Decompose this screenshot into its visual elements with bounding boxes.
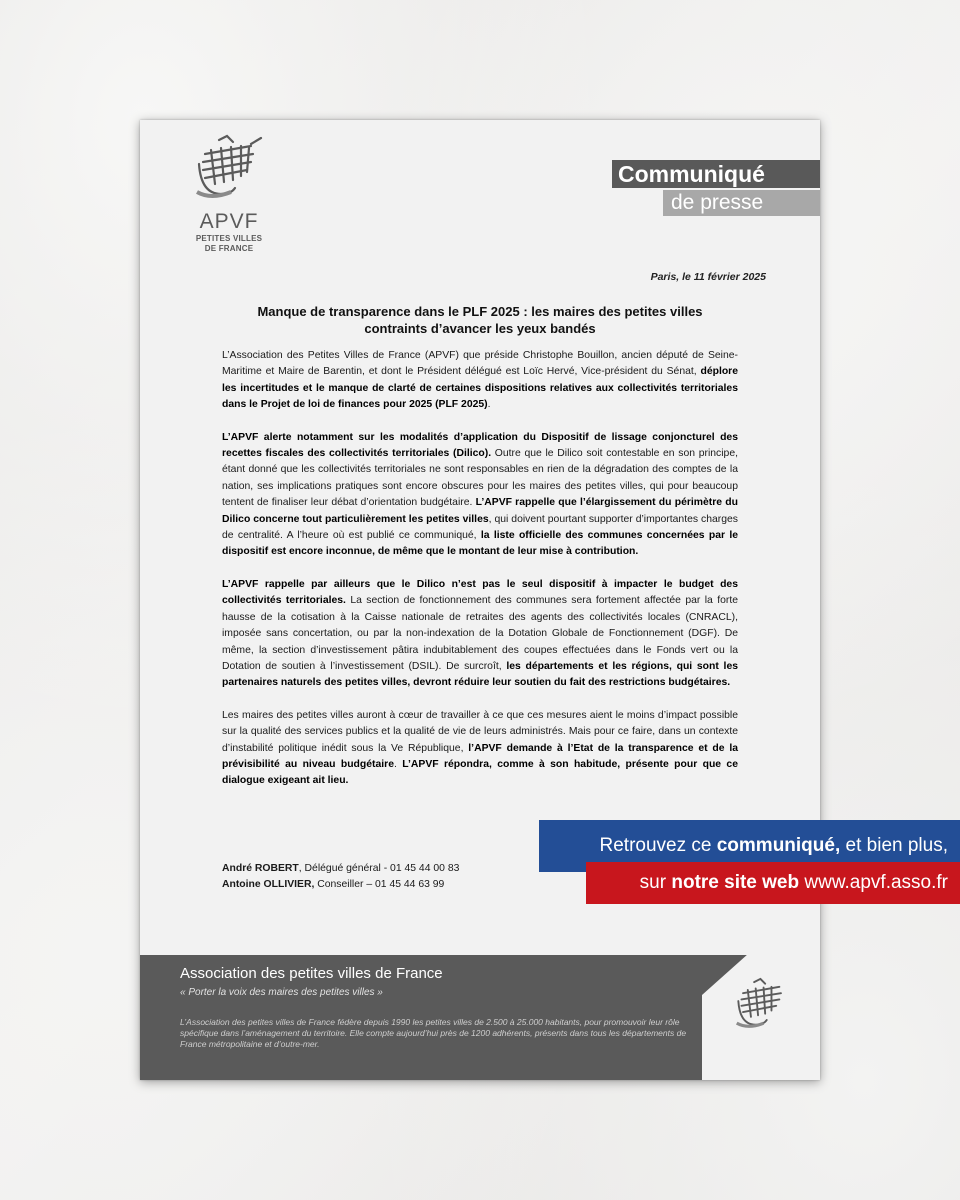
release-date: Paris, le 11 février 2025 — [650, 271, 766, 283]
footer-description: L’Association des petites villes de France fédère depuis 1990 les petites villes de 2.500 à 25.000 habitants, pour promouvoir leur rôle spécifique dans l’aménagement du territoire. Elle compte aujourd’hui près de 1200 adhérents, présents dans tous les départements de France métropolitaine et d’outre-mer. — [180, 1017, 687, 1049]
title-line-2: contraints d’avancer les yeux bandés — [364, 321, 596, 336]
apvf-logo-small-icon — [732, 977, 792, 1033]
promo-line1-b: communiqué, — [716, 835, 841, 856]
apvf-logo — [188, 134, 270, 274]
release-body — [222, 348, 738, 806]
contact-role: Conseiller – 01 45 44 63 99 — [314, 879, 445, 891]
contacts-block — [222, 861, 459, 894]
paragraph-4 — [222, 708, 738, 790]
promo-line2-b: notre site web — [671, 872, 800, 893]
p4-bold-2: L’APVF répondra, comme à son habitude, présente pour que ce dialogue exigeant ait lieu. — [222, 758, 738, 787]
p2-bold-2: L’APVF rappelle que l’élargissement du périmètre du Dilico concerne tout particulièrement les petites villes — [222, 497, 738, 525]
contact-line — [222, 861, 459, 877]
promo-line2-a: sur — [639, 872, 672, 893]
p2-text-2: , qui doivent pourtant supporter d’importantes charges de centralité. A l’heure où est publié ce communiqué, — [222, 513, 738, 542]
contact-role: , Délégué général - 01 45 44 00 83 — [298, 863, 460, 874]
p1-text-2: . — [487, 399, 491, 411]
paragraph-3 — [222, 577, 738, 692]
footer-title: Association des petites villes de France — [180, 965, 443, 982]
contact-line — [222, 877, 459, 893]
p4-text-1: Les maires des petites villes auront à cœur de travailler à ce que ces mesures aient le moins d’impact possible sur la qualité des services publics et la qualité de vie de leurs administrés. Mais pour ce faire, dans un contexte d’instabilité politique inédit sous la Ve République, — [222, 709, 738, 754]
p2-bold-1: L’APVF alerte notamment sur les modalités d’application du Dispositif de lissage conjoncturel des recettes fiscales des collectivités territoriales (Dilico). — [222, 431, 738, 460]
p3-bold-2: les départements et les régions, qui sont les partenaires naturels des petites villes, devront réduire leur soutien du fait des restrictions budgétaires. — [222, 660, 738, 689]
promo-line1-c: et bien plus, — [840, 835, 948, 856]
p2-bold-3: la liste officielle des communes concernées par le dispositif est encore inconnue, de même que le montant de leur mise à contribution. — [222, 530, 739, 558]
footer-band — [140, 955, 820, 1080]
promo-line1-a: Retrouvez ce — [599, 835, 717, 856]
paragraph-1 — [222, 348, 738, 414]
footer-tagline: « Porter la voix des maires des petites villes » — [180, 987, 383, 998]
footer-logo-area — [702, 955, 820, 1080]
promo-website-link[interactable]: www.apvf.asso.fr — [799, 872, 948, 893]
logo-org-sub-line1: PETITES VILLES — [195, 234, 263, 243]
logo-org-short: APVF — [199, 210, 259, 233]
press-release-page — [140, 120, 820, 1080]
contact-name: André ROBERT — [222, 863, 299, 874]
p1-text-1: L’Association des Petites Villes de France (APVF) que préside Christophe Bouillon, ancien député de Seine-Maritime et Maire de Barentin, et dont le Président délégué est Loïc Hervé, Vice-président du Sénat, — [222, 350, 738, 378]
apvf-logo-icon — [191, 134, 267, 204]
p3-text-1: La section de fonctionnement des communes sera fortement affectée par la forte hausse de la cotisation à la Caisse nationale de retraites des agents des collectivités locales (CNRACL), imposée sans concertation, ou par la non-indexation de la Dotation Globale de Fonctionnement (DGF). De même, la section d’investissement pâtira indubitablement des coupes effectuées dans le Fonds vert ou la Dotation de soutien à l’investissement (DSIL). De surcroît, — [222, 595, 738, 672]
contact-name: Antoine OLLIVIER, — [222, 879, 315, 891]
release-title — [220, 303, 740, 337]
banner-de-presse: de presse — [663, 190, 820, 216]
p4-text-2: . — [393, 758, 403, 770]
logo-org-sub-line2: DE FRANCE — [204, 244, 254, 253]
banner-communique: Communiqué — [612, 160, 820, 188]
p3-bold-1: L’APVF rappelle par ailleurs que le Dilico n’est pas le seul dispositif à impacter le budget des collectivités territoriales. — [222, 578, 738, 607]
p2-text-1: Outre que le Dilico soit contestable en son principe, étant donné que les collectivités territoriales ne sont responsables en rien de la dégradation des comptes de la nation, ses implications pratiques sont encore obscures pour les maires des petites villes, qui pour beaucoup tentent de finaliser leur débat d’orientation budgétaire. — [222, 448, 738, 509]
p4-bold-1: l’APVF demande à l’Etat de la transparence et de la prévisibilité au niveau budgétaire — [222, 742, 738, 770]
title-line-1: Manque de transparence dans le PLF 2025 : les maires des petites villes — [257, 304, 703, 319]
p1-bold-1: déplore les incertitudes et le manque de clarté de certaines dispositions relatives aux collectivités territoriales dans le Projet de loi de finances pour 2025 (PLF 2025) — [222, 366, 738, 411]
paragraph-2 — [222, 430, 738, 561]
promo-banner-red[interactable] — [586, 862, 960, 904]
